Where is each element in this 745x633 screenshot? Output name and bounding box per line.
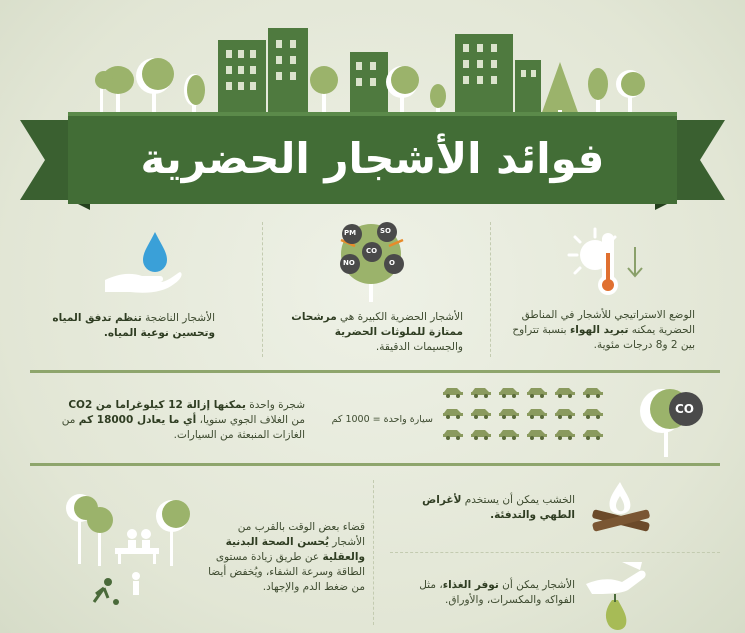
pollutant-so2: SO xyxy=(380,227,391,235)
car-icon xyxy=(498,386,520,398)
car-icon xyxy=(554,407,576,419)
thermometer-sun-icon xyxy=(565,225,655,300)
pollutant-pm: PM xyxy=(344,229,357,237)
page-title: فوائد الأشجار الحضرية xyxy=(140,134,605,183)
co2-badge: CO xyxy=(675,402,695,416)
water-text: الأشجار الناضجة تنظم تدفق المياه وتحسين نوعية المياه. xyxy=(52,312,215,339)
pollutant-co: CO xyxy=(366,247,378,255)
pollutant-o3: O xyxy=(389,259,395,267)
row1-divider-left xyxy=(262,222,263,357)
row3-divider xyxy=(373,480,374,625)
pollutant-nox: NO xyxy=(343,259,355,267)
wood-text: الخشب يمكن أن يستخدم لأغراض الطهي والتدفئة. xyxy=(422,494,575,521)
car-icon xyxy=(526,386,548,398)
pollution-text: الأشجار الحضرية الكبيرة هي مرشحات ممتازة للملوثات الحضرية والجسيمات الدقيقة. xyxy=(291,311,463,353)
tree-co2-icon xyxy=(640,385,710,460)
park-people-icon xyxy=(60,490,195,615)
water-drop-hand-icon xyxy=(100,228,185,298)
car-grid xyxy=(442,386,610,440)
tree-filter-pollutants-icon xyxy=(325,210,420,305)
campfire-icon xyxy=(586,478,656,540)
car-icon xyxy=(470,407,492,419)
car-icon xyxy=(442,407,464,419)
car-icon xyxy=(526,428,548,440)
car-icon xyxy=(582,428,604,440)
car-icon xyxy=(582,386,604,398)
car-icon xyxy=(442,428,464,440)
row3-right-separator xyxy=(390,552,720,553)
car-icon xyxy=(554,428,576,440)
car-icon xyxy=(554,386,576,398)
hand-fruit-icon xyxy=(582,560,662,633)
cooling-text: الوضع الاستراتيجي للأشجار في المناطق الحضرية يمكنه تبريد الهواء بنسبة تتراوح بين 2 و8 درجات مئوية. xyxy=(512,309,695,351)
food-text: الأشجار يمكن أن توفر الغذاء، مثل الفواكه والمكسرات، والأوراق. xyxy=(419,579,575,606)
car-equivalence-label: سيارة واحدة = 1000 كم xyxy=(331,414,433,425)
row1-divider-right xyxy=(490,222,491,357)
car-icon xyxy=(526,407,548,419)
co2-text: شجرة واحدة يمكنها إزالة 12 كيلوغراما من CO2 من الغلاف الجوي سنويا، أي ما يعادل 18000 كم من الغازات المنبعثة من السيارات. xyxy=(61,399,305,441)
car-icon xyxy=(470,386,492,398)
car-icon xyxy=(442,386,464,398)
car-icon xyxy=(498,407,520,419)
car-icon xyxy=(498,428,520,440)
row2-top-rule xyxy=(30,370,720,373)
car-icon xyxy=(470,428,492,440)
row2-bottom-rule xyxy=(30,463,720,466)
car-icon xyxy=(582,407,604,419)
health-text: قضاء بعض الوقت بالقرب من الأشجار يُحسن الصحة البدنية والعقلية عن طريق زيادة مستوى الطاقة وسرعة الشفاء، ويُخفض أيضا من ضغط الدم والإجهاد. xyxy=(208,521,365,593)
